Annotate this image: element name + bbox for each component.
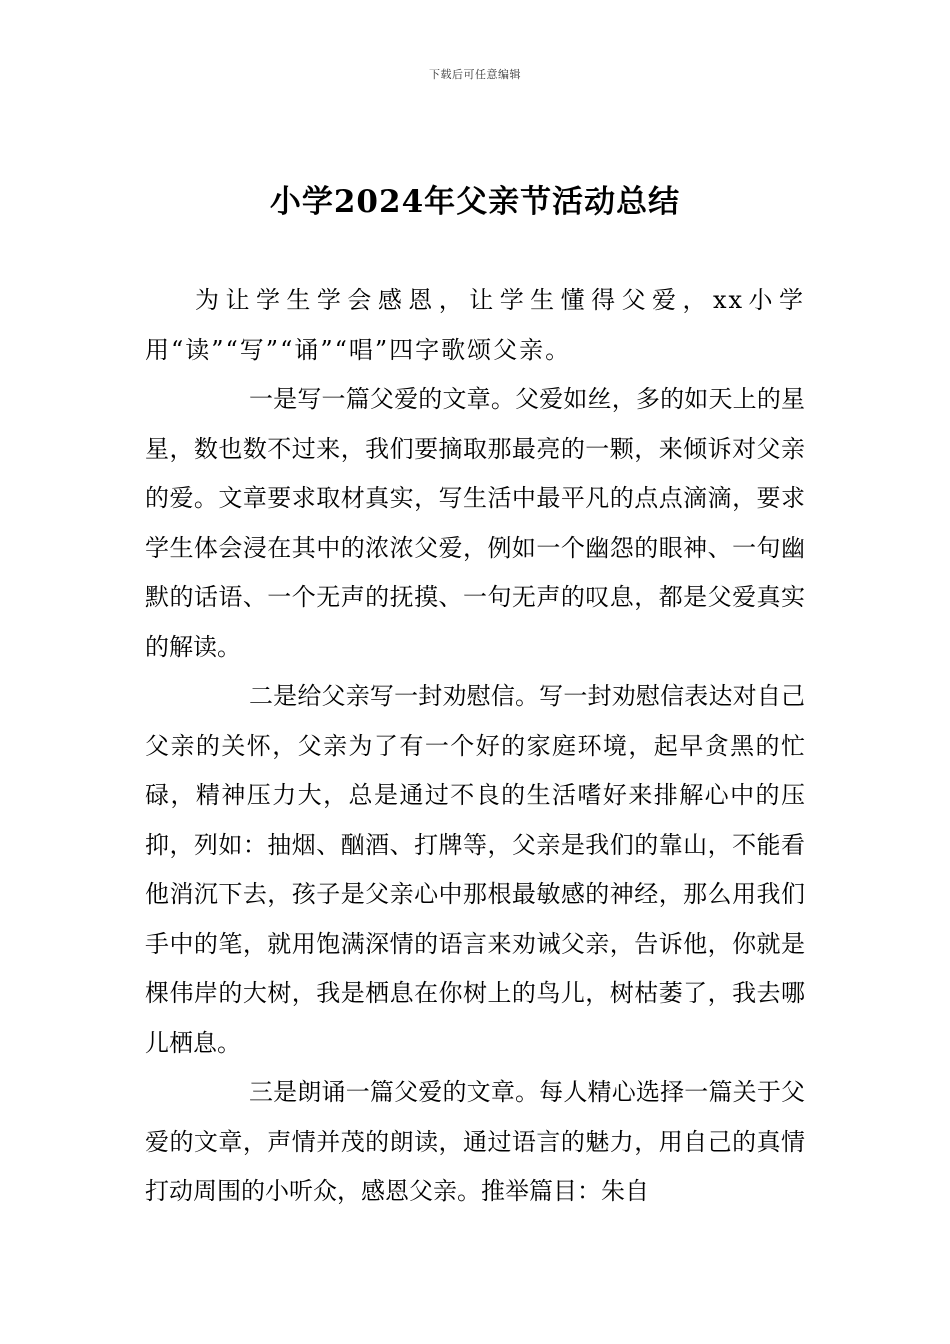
paragraph-item-3: 三是朗诵一篇父爱的文章。每人精心选择一篇关于父爱的文章，声情并茂的朗读，通过语言的魅力，用自己的真情打动周围的小听众，感恩父亲。推举篇目：朱自 [145, 1078, 805, 1205]
paragraph-item-2: 二是给父亲写一封劝慰信。写一封劝慰信表达对自己父亲的关怀，父亲为了有一个好的家庭环境，起早贪黑的忙碌，精神压力大，总是通过不良的生活嗜好来排解心中的压抑，列如：抽烟、酗酒、打牌等，父亲是我们的靠山，不能看他消沉下去，孩子是父亲心中那根最敏感的神经，那么用我们手中的笔，就用饱满深情的语言来劝诫父亲，告诉他，你就是棵伟岸的大树，我是栖息在你树上的鸟儿，树枯萎了，我去哪儿栖息。 [145, 682, 805, 1057]
header-note: 下载后可任意编辑 [429, 68, 521, 81]
document-body [145, 276, 805, 1217]
paragraph-item-1: 一是写一篇父爱的文章。父爱如丝，多的如天上的星星，数也数不过来，我们要摘取那最亮的一颗，来倾诉对父亲的爱。文章要求取材真实，写生活中最平凡的点点滴滴，要求学生体会浸在其中的浓浓父爱，例如一个幽怨的眼神、一句幽默的话语、一个无声的抚摸、一句无声的叹息，都是父爱真实的解读。 [145, 385, 805, 661]
paragraph-intro: 为让学生学会感恩，让学生懂得父爱，xx小学用“读”“写”“诵”“唱”四字歌颂父亲。 [145, 286, 805, 364]
document-title: 小学2024年父亲节活动总结 [269, 184, 681, 220]
